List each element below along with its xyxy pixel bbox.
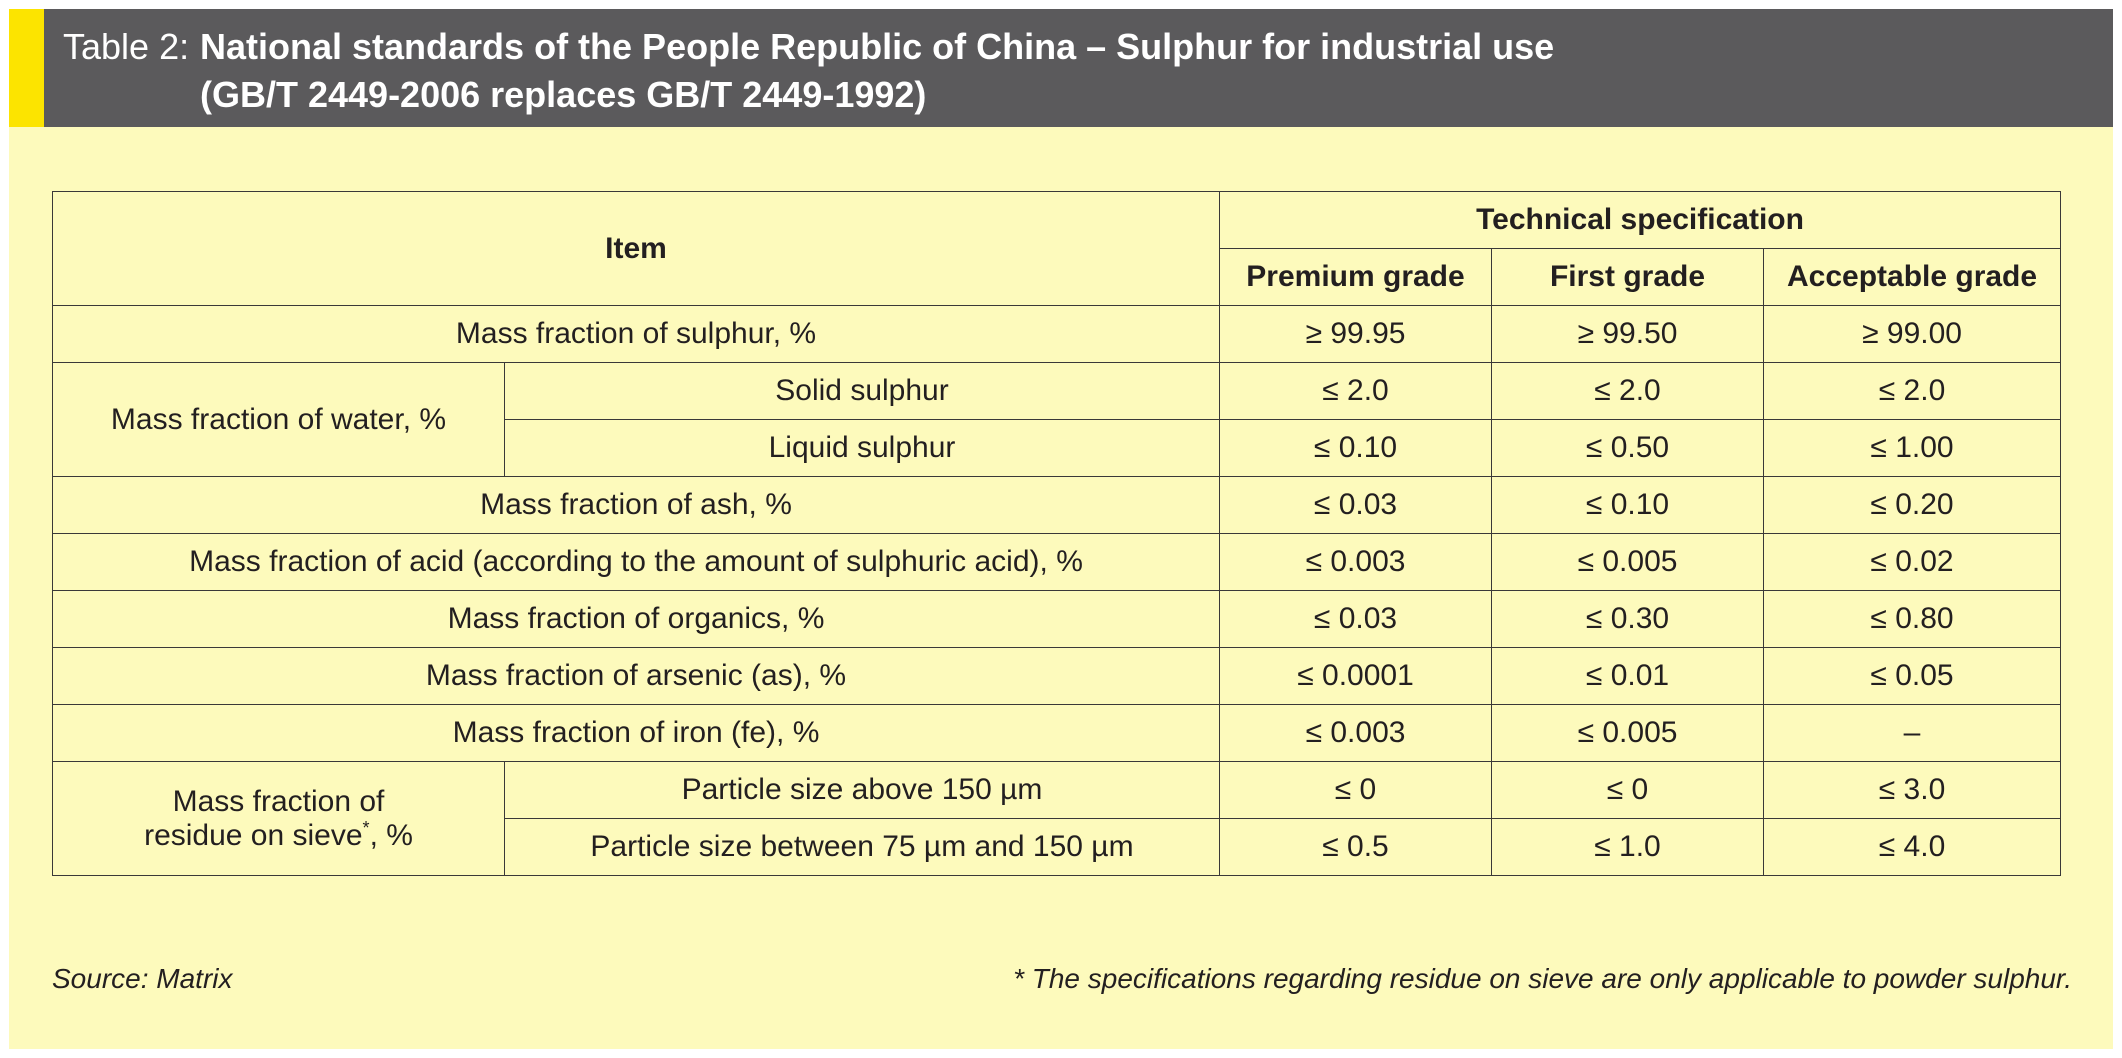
table-row <box>53 306 2061 363</box>
premium-value: ≤ 0.003 <box>1220 705 1492 762</box>
technical-specification-header: Technical specification <box>1220 192 2061 249</box>
item-cell: Mass fraction of organics, % <box>53 591 1220 648</box>
premium-grade-header: Premium grade <box>1220 249 1492 306</box>
premium-value: ≤ 0.003 <box>1220 534 1492 591</box>
header-row <box>53 192 2061 249</box>
first-value: ≤ 0.30 <box>1492 591 1764 648</box>
table-title-bar <box>9 9 2113 127</box>
premium-value: ≤ 2.0 <box>1220 363 1492 420</box>
subitem-cell: Particle size above 150 µm <box>505 762 1220 819</box>
table-number: Table 2: <box>63 26 190 67</box>
footnote-marker: * <box>362 817 370 838</box>
table-subtitle: (GB/T 2449-2006 replaces GB/T 2449-1992) <box>200 74 927 115</box>
source-note: Source: Matrix <box>52 963 233 994</box>
item-line: residue on sieve <box>144 818 363 852</box>
subitem-cell: Particle size between 75 µm and 150 µm <box>505 819 1220 876</box>
table-row <box>53 705 2061 762</box>
first-value: ≤ 0 <box>1492 762 1764 819</box>
table-row <box>53 591 2061 648</box>
acceptable-grade-header: Acceptable grade <box>1764 249 2061 306</box>
table-row <box>53 762 2061 819</box>
acceptable-value: ≤ 0.20 <box>1764 477 2061 534</box>
subitem-cell: Solid sulphur <box>505 363 1220 420</box>
subitem-cell: Liquid sulphur <box>505 420 1220 477</box>
premium-value: ≤ 0.5 <box>1220 819 1492 876</box>
acceptable-value: ≤ 2.0 <box>1764 363 2061 420</box>
first-value: ≤ 0.005 <box>1492 534 1764 591</box>
table-row <box>53 534 2061 591</box>
specification-table <box>52 191 2061 876</box>
first-value: ≤ 1.0 <box>1492 819 1764 876</box>
item-cell: Mass fraction of iron (fe), % <box>53 705 1220 762</box>
first-value: ≤ 0.10 <box>1492 477 1764 534</box>
table-title: National standards of the People Republic of China – Sulphur for industrial use <box>200 26 1555 67</box>
acceptable-value: ≤ 0.05 <box>1764 648 2061 705</box>
first-value: ≤ 0.01 <box>1492 648 1764 705</box>
table-row <box>53 648 2061 705</box>
item-cell: Mass fraction of arsenic (as), % <box>53 648 1220 705</box>
premium-value: ≤ 0.03 <box>1220 477 1492 534</box>
premium-value: ≥ 99.95 <box>1220 306 1492 363</box>
table-row <box>53 477 2061 534</box>
premium-value: ≤ 0.03 <box>1220 591 1492 648</box>
first-value: ≤ 0.50 <box>1492 420 1764 477</box>
first-value: ≤ 2.0 <box>1492 363 1764 420</box>
table-row <box>53 363 2061 420</box>
acceptable-value: ≤ 3.0 <box>1764 762 2061 819</box>
acceptable-value: – <box>1764 705 2061 762</box>
accent-bar <box>9 9 44 127</box>
acceptable-value: ≤ 0.80 <box>1764 591 2061 648</box>
item-cell: Mass fraction of ash, % <box>53 477 1220 534</box>
item-header: Item <box>53 192 1220 306</box>
acceptable-value: ≤ 1.00 <box>1764 420 2061 477</box>
item-suffix: , % <box>369 818 413 852</box>
first-value: ≤ 0.005 <box>1492 705 1764 762</box>
premium-value: ≤ 0.10 <box>1220 420 1492 477</box>
item-cell: Mass fraction of acid (according to the amount of sulphuric acid), % <box>53 534 1220 591</box>
item-cell <box>53 762 505 876</box>
acceptable-value: ≤ 4.0 <box>1764 819 2061 876</box>
item-line: Mass fraction of <box>172 784 385 818</box>
acceptable-value: ≥ 99.00 <box>1764 306 2061 363</box>
first-value: ≥ 99.50 <box>1492 306 1764 363</box>
item-cell: Mass fraction of sulphur, % <box>53 306 1220 363</box>
acceptable-value: ≤ 0.02 <box>1764 534 2061 591</box>
first-grade-header: First grade <box>1492 249 1764 306</box>
footnote: * The specifications regarding residue on sieve are only applicable to powder sulphur. <box>1013 963 2072 994</box>
premium-value: ≤ 0.0001 <box>1220 648 1492 705</box>
premium-value: ≤ 0 <box>1220 762 1492 819</box>
item-cell: Mass fraction of water, % <box>53 363 505 477</box>
